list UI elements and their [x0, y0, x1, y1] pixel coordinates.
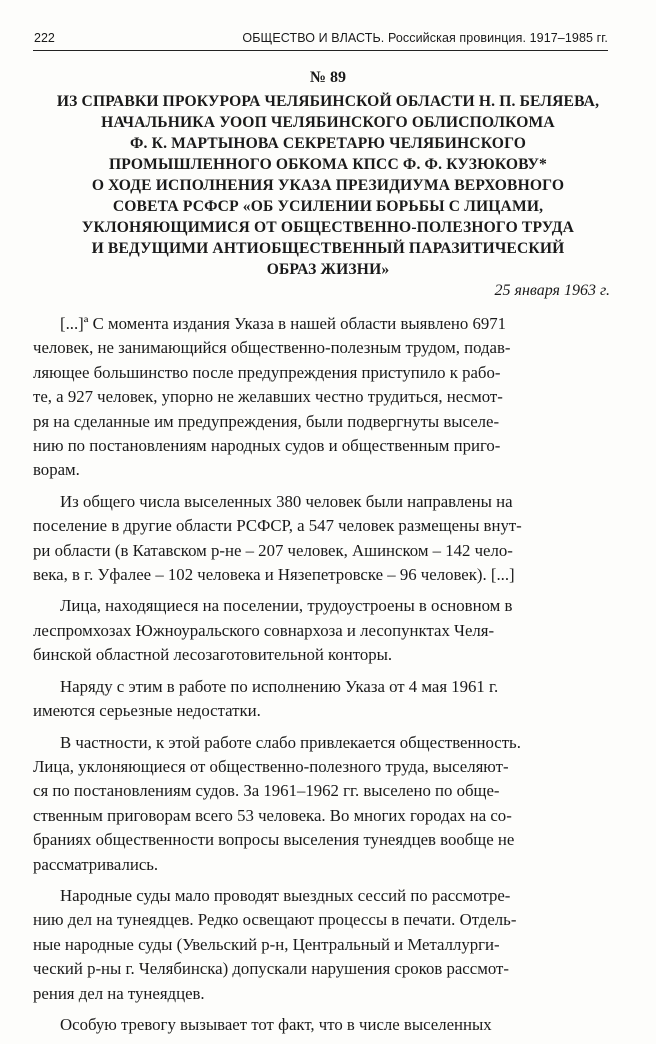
text-line: ные народные суды (Увельский р-н, Центральный и Металлурги-: [33, 934, 500, 954]
text-line: ря на сделанные им предупреждения, были подвергнуты выселе-: [33, 411, 500, 431]
title-line: ОБРАЗ ЖИЗНИ»: [266, 261, 390, 278]
title-line: Ф. К. МАРТЫНОВА СЕКРЕТАРЮ ЧЕЛЯБИНСКОГО: [129, 135, 527, 152]
text-line: Наряду с этим в работе по исполнению Указа от 4 мая 1961 г.: [60, 676, 499, 696]
title-line: ПРОМЫШЛЕННОГО ОБКОМА КПСС Ф. Ф. КУЗЮКОВУ*: [108, 156, 547, 173]
title-line: И ВЕДУЩИМИ АНТИОБЩЕСТВЕННЫЙ ПАРАЗИТИЧЕСКИЙ: [91, 240, 565, 257]
text-line: имеются серьезные недостатки.: [33, 701, 261, 721]
paragraph: [33, 312, 609, 483]
text-line: Лица, находящиеся на поселении, трудоустроены в основном в: [60, 596, 513, 616]
text-line: бинской областной лесозаготовительной конторы.: [33, 645, 393, 665]
title-line: ИЗ СПРАВКИ ПРОКУРОРА ЧЕЛЯБИНСКОЙ ОБЛАСТИ Н. П. БЕЛЯЕВА,: [56, 93, 600, 110]
text-line: нию по постановлениям народных судов и общественным приго-: [33, 436, 501, 456]
title-line: О ХОДЕ ИСПОЛНЕНИЯ УКАЗА ПРЕЗИДИУМА ВЕРХОВНОГО: [91, 177, 565, 194]
title-line: СОВЕТА РСФСР «ОБ УСИЛЕНИИ БОРЬБЫ С ЛИЦАМИ,: [112, 198, 544, 215]
paragraph: [33, 884, 609, 1006]
text-line: леспромхозах Южноуральского совнархоза и лесопунктах Челя-: [33, 620, 495, 640]
paragraph: [33, 675, 609, 724]
document-title: [38, 91, 618, 280]
text-line: века, в г. Уфалее – 102 человека и Нязепетровске – 96 человек). [...]: [33, 565, 515, 585]
paragraph: [33, 594, 609, 667]
running-header: [33, 28, 608, 51]
text-line: В частности, к этой работе слабо привлекается общественность.: [60, 732, 521, 752]
text-line: ся по постановлениям судов. За 1961–1962 гг. выселено по обще-: [33, 781, 500, 801]
running-title: ОБЩЕСТВО И ВЛАСТЬ. Российская провинция. 1917–1985 гг.: [242, 31, 608, 45]
title-line: УКЛОНЯЮЩИМИСЯ ОТ ОБЩЕСТВЕННО-ПОЛЕЗНОГО ТРУДА: [81, 219, 575, 236]
text-line: ри области (в Катавском р-не – 207 человек, Ашинском – 142 чело-: [33, 540, 513, 560]
text-line: браниях общественности вопросы выселения тунеядцев вообще не: [33, 830, 515, 850]
text-line: ворам.: [33, 460, 80, 480]
title-line: НАЧАЛЬНИКА УООП ЧЕЛЯБИНСКОГО ОБЛИСПОЛКОМА: [101, 114, 555, 131]
text-line: рения дел на тунеядцев.: [33, 983, 205, 1003]
text-line: Из общего числа выселенных 380 человек были направлены на: [60, 491, 513, 511]
document-number: № 89: [309, 69, 347, 86]
text-line: ляющее большинство после предупреждения приступило к рабо-: [33, 362, 501, 382]
text-line: человек, не занимающийся общественно-полезным трудом, подав-: [33, 338, 511, 358]
page-number: 222: [34, 31, 55, 45]
paragraph: [33, 731, 609, 877]
text-line: рассматривались.: [33, 854, 159, 874]
text-line: нию дел на тунеядцев. Редко освещают процессы в печати. Отдель-: [33, 910, 517, 930]
paragraph: [33, 490, 609, 588]
body-text: [33, 312, 609, 1044]
text-line: [...]ª С момента издания Указа в нашей области выявлено 6971: [60, 314, 507, 333]
text-line: Народные суды мало проводят выездных сессий по рассмотре-: [60, 885, 511, 905]
text-line: Особую тревогу вызывает тот факт, что в числе выселенных: [60, 1014, 492, 1034]
paragraph: [33, 1013, 609, 1037]
document-date: 25 января 1963 г.: [494, 282, 610, 299]
text-line: ственным приговорам всего 53 человека. Во многих городах на со-: [33, 805, 512, 825]
text-line: поселение в другие области РСФСР, а 547 человек размещены внут-: [33, 516, 522, 536]
text-line: ческий р-ны г. Челябинска) допускали нарушения сроков рассмот-: [33, 959, 509, 979]
text-line: те, а 927 человек, упорно не желавших честно трудиться, несмот-: [33, 387, 503, 407]
text-line: Лица, уклоняющиеся от общественно-полезного труда, выселяют-: [33, 756, 509, 776]
